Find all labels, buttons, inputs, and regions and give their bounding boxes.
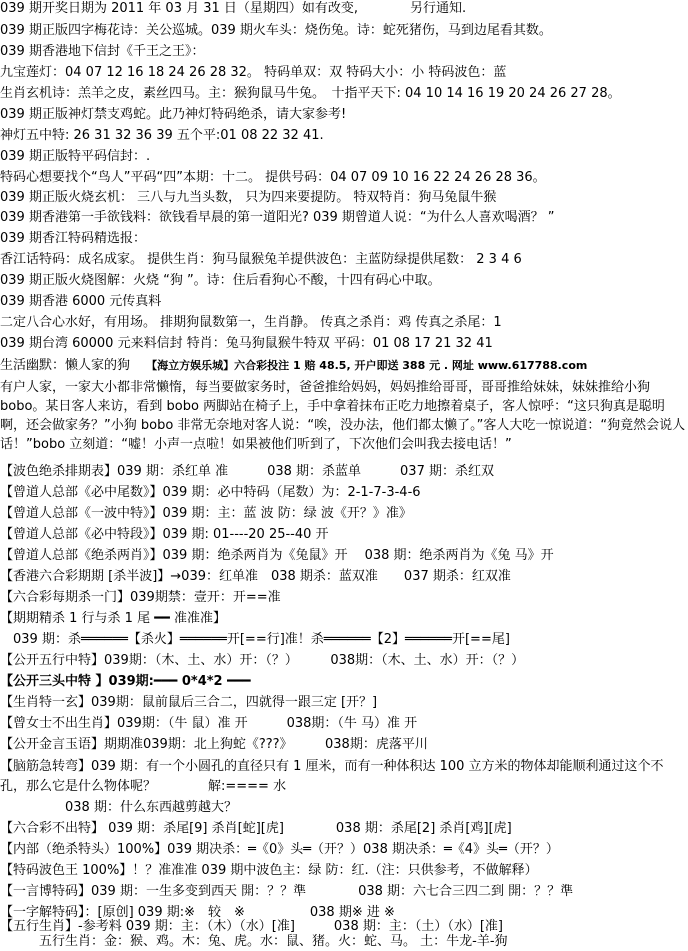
section-line: 【期期精杀 1 行与杀 1 尾 ━━ 准准准】 xyxy=(0,611,226,626)
section-line: 【六合彩不出特】 039 期：杀尾[9] 杀肖[蛇][虎] 038 期：杀尾[2] 杀肖[鸡][虎] xyxy=(0,821,512,836)
section-line: 【公开金言玉语】期期准039期：北上狗蛇《???》 038期：虎落平川 xyxy=(0,737,428,752)
text-line: 039 期开奖日期为 2011 年 03 月 31 日（星期四）如有改变, 另行通知. xyxy=(0,1,467,16)
text-line: 二定八合心水好，有用场。 排期狗鼠数第一，生肖静。 传真之杀肖：鸡 传真之杀尾：1 xyxy=(0,315,502,330)
text-line: 九宝莲灯：04 07 12 16 18 24 26 28 32。 特码单双：双 特码大小：小 特码波色：蓝 xyxy=(0,65,507,80)
text-line: 039 期正版四字梅花诗：关公巡城。039 期火车头：烧伤兔。诗：蛇死猪伤，马到边尾看其数。 xyxy=(0,23,552,38)
text-line: 039 期香江特码精选报： xyxy=(0,231,146,246)
text-line: 039 期正版特平码信封：. xyxy=(0,149,151,164)
section-line: 【香港六合彩期期 [杀半波]】→039：红单准 038 期杀：蓝双准 037 期杀：红双准 xyxy=(0,569,511,584)
section-line: 【一字解特码】：[原创] 039 期:※ 较 ※ 038 期※ 进 ※ xyxy=(0,905,395,920)
section-line: 【六合彩每期杀一门】039期禁：壹开：开==准 xyxy=(0,590,281,605)
section-line: 【内部（绝杀特头）100%】039 期决杀：═《0》头═（开？）038 期决杀：═《4》头═（开？） xyxy=(0,842,559,857)
text-line: 039 期台湾 60000 元来料信封 特肖：兔马狗鼠猴牛特双 平码：01 08 17 21 32 41 xyxy=(0,336,493,351)
section-line: 【曾道人总部《一波中特》】039 期：主：蓝 波 防：绿 波《开？》准》 xyxy=(0,506,412,521)
text-line: 神灯五中特: 26 31 32 36 39 五个平:01 08 22 32 41. xyxy=(0,128,324,143)
section-line: 【五行生肖】-参考料 039 期：主：（木）（水）[准] 038 期：主：（土）（水）[准] xyxy=(0,919,504,934)
section-line: 039 期：杀══════【杀火】══════开[==行]准！杀══════【2】══════开[==尾] xyxy=(0,632,510,647)
joke-body: 有户人家，一家大小都非常懒惰，每当要做家务时，爸爸推给妈妈，妈妈推给哥哥，哥哥推给妹妹，妹妹推给小狗 bobo。某日客人来访，看到 bobo 两脚站在椅子上，手中拿着抹布正吃力地擦着桌子，客人惊呼：“这只狗真是聪明啊，还会做家务？”小狗 bobo 非常无奈地对客人说：“唉，没办法，他们都太懒了。”客人大吃一惊说道：“狗竟然会说人话！”bobo 立刻道：“嘘！小声一点啦！如果被他们听到了，下次他们会叫我去接电话！” xyxy=(0,380,686,452)
section-line: 五行生肖：金：猴、鸡。木：兔、虎。水：鼠、猪。火：蛇、马。 土：牛龙-羊-狗 xyxy=(0,934,508,949)
joke-title-line xyxy=(0,358,688,373)
text-line: 生肖玄机诗：羔羊之皮，素丝四马。主：猴狗鼠马牛兔。 十指平天下: 04 10 14 16 19 20 24 26 27 28。 xyxy=(0,86,621,101)
text-line: 039 期正版火烧玄机： 三八与九当头数， 只为四来要提防。 特双特肖：狗马兔鼠牛猴 xyxy=(0,190,497,205)
section-line: 【脑筋急转弯】039 期：有一个小圆孔的直径只有 1 厘米，而有一种体积达 100 立方米的物体却能顺利通过这个不孔，那么它是什么物体呢？ 解:==== 水 xyxy=(0,759,664,794)
text-line: 039 期香港地下信封《千王之王》： xyxy=(0,44,205,59)
text-line: 039 期香港第一手欲钱料：欲钱看早晨的第一道阳光? 039 期曾道人说：“为什么人喜欢喝酒？ ” xyxy=(0,210,555,225)
section-line: 038 期：什么东西越剪越大？ xyxy=(0,800,237,815)
section-line: 【公开五行中特】039期：（木、土、水）开：（？） 038期：（木、土、水）开：（？） xyxy=(0,653,525,668)
text-line: 香江话特码：成名成家。 提供生肖：狗马鼠猴兔羊提供波色：主蓝防绿提供尾数： 2 3 4 6 xyxy=(0,252,522,267)
section-line: 【波色绝杀排期表】039 期：杀红单 准 038 期：杀蓝单 037 期：杀红双 xyxy=(0,464,494,479)
text-line: 039 期正版神灯禁支鸡蛇。此乃神灯特码绝杀，请大家参考! xyxy=(0,107,347,122)
section-line: 【特码波色王 100%】！？准准准 039 期中波色主：绿 防：红.（注：只供参考，不做解释） xyxy=(0,863,538,878)
ad-banner: 【海立方娱乐城】六合彩投注 1 赔 48.5, 开户即送 388 元 . 网址 www.617788.com xyxy=(146,359,588,372)
section-line: 【曾道人总部《必中特段》】039 期: 01----20 25--40 开 xyxy=(0,527,329,542)
section-line: 【曾女士不出生肖】039期：（牛 鼠）准 开 038期：（牛 马）准 开 xyxy=(0,716,418,731)
section-line: 【曾道人总部《必中尾数》】039 期：必中特码（尾数）为：2-1-7-3-4-6 xyxy=(0,485,421,500)
text-line: 特码心想要找个“鸟人”平码“四”本期：十二。 提供号码：04 07 09 10 16 22 24 26 28 36。 xyxy=(0,170,546,185)
joke-title: 生活幽默：懒人家的狗 xyxy=(0,358,131,373)
text-line: 039 期正版火烧图解：火烧 “狗 ”。诗：住后看狗心不酸，十四有码心中取。 xyxy=(0,273,441,288)
section-line: 【一言博特码】039 期：一生多变到西天 開：？？準 038 期：六七合三四二到 開：？？準 xyxy=(0,884,574,899)
section-line: 【生肖特一玄】039期：鼠前鼠后三合二，四就得一跟三定 [开？] xyxy=(0,695,378,710)
text-line: 039 期香港 6000 元传真料 xyxy=(0,294,162,309)
section-line: 【公开三头中特 】039期:━━━ 0*4*2 ━━━ xyxy=(0,674,251,689)
section-line: 【曾道人总部《绝杀两肖》】039 期：绝杀两肖为《兔鼠》开 038 期：绝杀两肖为《兔 马》开 xyxy=(0,548,554,563)
